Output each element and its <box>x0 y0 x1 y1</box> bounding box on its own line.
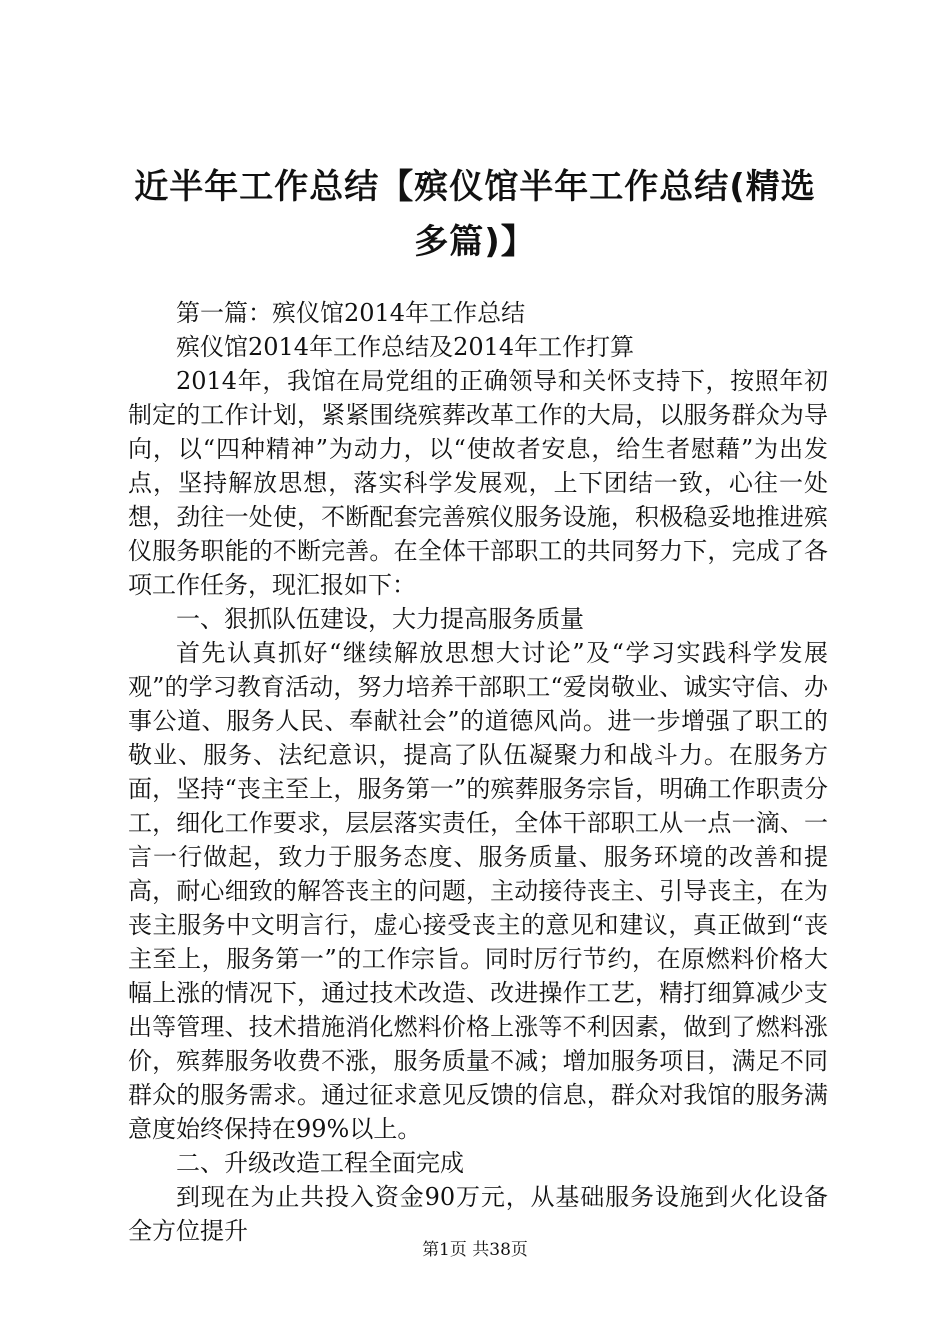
section-heading: 第一篇：殡仪馆2014年工作总结 <box>176 299 526 327</box>
page-number-footer: 第1页 共38页 <box>422 1240 528 1260</box>
section-heading: 二、升级改造工程全面完成 <box>176 1149 464 1177</box>
body-paragraph: 2014年，我馆在局党组的正确领导和关怀支持下，按照年初制定的工作计划，紧紧围绕殡葬改革工作的大局，以服务群众为导向，以“四种精神”为动力，以“使故者安息，给生者慰藉”为出发点，坚持解放思想，落实科学发展观，上下团结一致，心往一处想，劲往一处使，不断配套完善殡仪服务设施，积极稳妥地推进殡仪服务职能的不断完善。在全体干部职工的共同努力下，完成了各项工作任务，现汇报如下： <box>128 367 828 599</box>
body-paragraph: 到现在为止共投入资金90万元，从基础服务设施到火化设备全方位提升 <box>128 1183 828 1245</box>
document-body <box>128 296 828 1248</box>
body-paragraph: 首先认真抓好“继续解放思想大讨论”及“学习实践科学发展观”的学习教育活动，努力培养干部职工“爱岗敬业、诚实守信、办事公道、服务人民、奉献社会”的道德风尚。进一步增强了职工的敬业、服务、法纪意识，提高了队伍凝聚力和战斗力。在服务方面，坚持“丧主至上，服务第一”的殡葬服务宗旨，明确工作职责分工，细化工作要求，层层落实责任，全体干部职工从一点一滴、一言一行做起，致力于服务态度、服务质量、服务环境的改善和提高，耐心细致的解答丧主的问题，主动接待丧主、引导丧主，在为丧主服务中文明言行，虚心接受丧主的意见和建议，真正做到“丧主至上，服务第一”的工作宗旨。同时厉行节约，在原燃料价格大幅上涨的情况下，通过技术改造、改进操作工艺，精打细算减少支出等管理、技术措施消化燃料价格上涨等不利因素，做到了燃料涨价，殡葬服务收费不涨，服务质量不减；增加服务项目，满足不同群众的服务需求。通过征求意见反馈的信息，群众对我馆的服务满意度始终保持在99%以上。 <box>128 639 828 1143</box>
section-heading: 一、狠抓队伍建设，大力提高服务质量 <box>176 605 584 633</box>
report-subtitle: 殡仪馆2014年工作总结及2014年工作打算 <box>176 333 635 361</box>
document-title: 近半年工作总结【殡仪馆半年工作总结(精选多篇)】 <box>134 167 816 262</box>
